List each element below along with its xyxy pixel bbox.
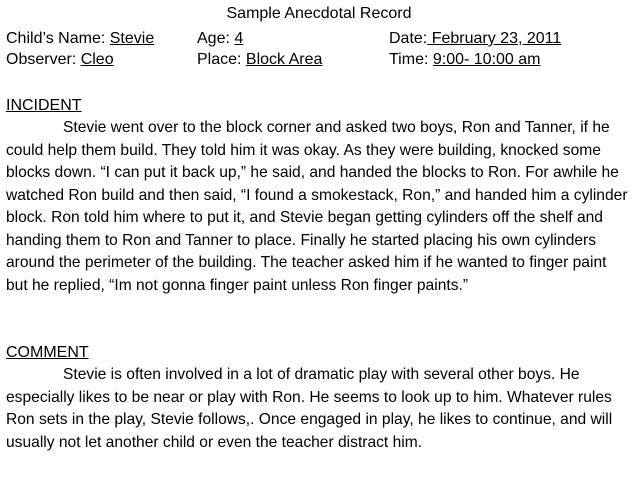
child-name-value: Stevie: [109, 30, 155, 47]
child-name-label: Child’s Name:: [6, 30, 110, 47]
place-value: Block Area: [245, 51, 323, 68]
date-value: February 23, 2011: [427, 30, 562, 47]
place-label: Place:: [197, 51, 246, 68]
time-label: Time:: [389, 51, 433, 68]
document-title: Sample Anecdotal Record: [226, 5, 412, 22]
observer-field: [6, 50, 114, 70]
date-label: Date:: [389, 30, 428, 47]
age-label: Age:: [197, 30, 235, 47]
incident-heading: INCIDENT: [6, 97, 82, 114]
comment-heading: COMMENT: [6, 344, 89, 361]
age-value: 4: [234, 30, 244, 47]
observer-value: Cleo: [80, 51, 114, 68]
incident-paragraph: Stevie went over to the block corner and asked two boys, Ron and Tanner, if he could help them build. They told him it was okay. As they were building, knocked some blocks down. “I can put it back up,” he said, and handed the blocks to Ron. For awhile he watched Ron build and then said, “I found a smokestack, Ron,” and handed him a cylinder block. Ron told him where to put it, and Stevie began getting cylinders off the shelf and handing them to Ron and Tanner to place. Finally he started placing his own cylinders around the perimeter of the building. The teacher asked him if he wanted to finger paint but he replied, “Im not gonna finger paint unless Ron finger paints.”: [6, 119, 628, 294]
date-field: [389, 29, 561, 49]
age-field: [197, 29, 243, 49]
child-name-field: [6, 29, 154, 49]
place-field: [197, 50, 322, 70]
comment-paragraph: Stevie is often involved in a lot of dramatic play with several other boys. He especially likes to be near or play with Ron. He seems to look up to him. Whatever rules Ron sets in the play, Stevie follows,. Once engaged in play, he likes to continue, and will usually not let another child or even the teacher distract him.: [6, 366, 613, 451]
time-value: 9:00- 10:00 am: [432, 51, 541, 68]
time-field: [389, 50, 540, 70]
observer-label: Observer:: [6, 51, 81, 68]
